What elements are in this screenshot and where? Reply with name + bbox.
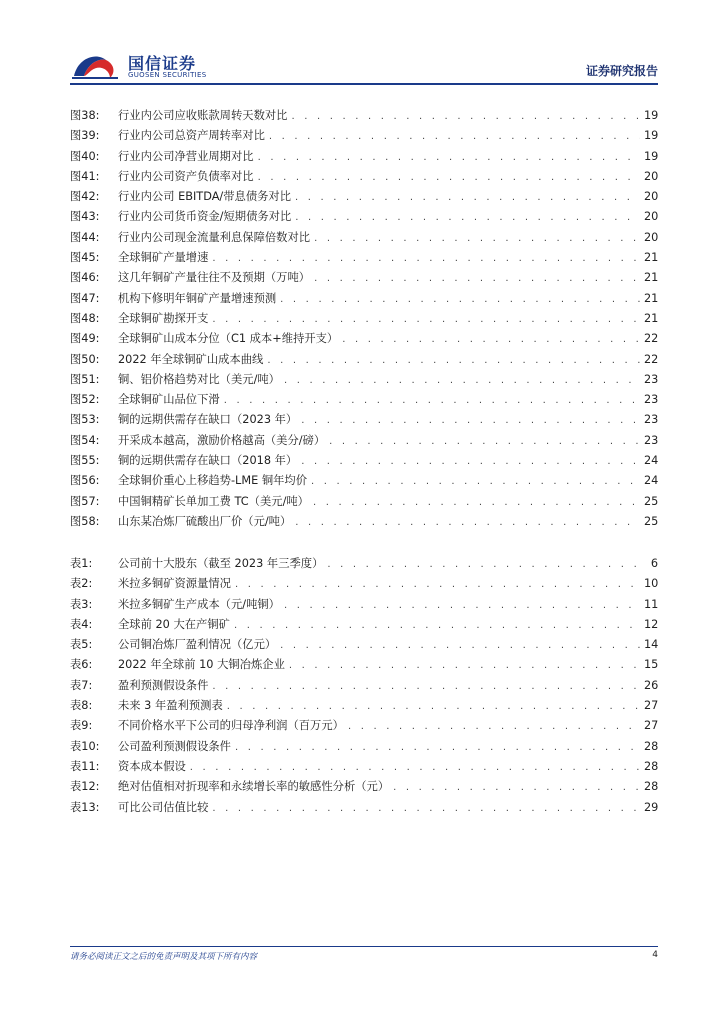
entry-label: 表1:	[70, 557, 93, 570]
dot-leader	[258, 148, 640, 168]
dot-leader	[295, 513, 640, 533]
entry-title: 可比公司估值比较	[118, 800, 209, 814]
entry-label: 表13:	[70, 800, 100, 814]
entry-title: 公司盈利预测假设条件	[118, 739, 231, 753]
entry-label: 图41:	[70, 169, 100, 183]
footer-divider	[70, 946, 658, 947]
figure-toc-entry[interactable]	[70, 350, 658, 370]
dot-leader	[284, 596, 640, 616]
figure-toc-entry[interactable]	[70, 289, 658, 309]
entry-title: 资本成本假设	[118, 759, 186, 773]
dot-leader	[258, 168, 640, 188]
figure-toc-entry[interactable]	[70, 410, 658, 430]
entry-label: 表10:	[70, 739, 100, 753]
table-list	[70, 554, 658, 818]
entry-title: 行业内公司货币资金/短期债务对比	[118, 210, 292, 224]
entry-page-number: 22	[644, 352, 659, 366]
entry-label: 图54:	[70, 433, 100, 447]
entry-page-number: 22	[644, 332, 659, 346]
dot-leader	[280, 290, 640, 310]
figure-toc-entry[interactable]	[70, 268, 658, 288]
entry-title: 行业内公司总资产周转率对比	[118, 129, 265, 143]
entry-title: 全球铜矿山成本分位（C1 成本+维持开支）	[118, 332, 339, 346]
dot-leader	[280, 636, 640, 656]
dot-leader	[313, 493, 640, 513]
table-toc-entry[interactable]	[70, 737, 658, 757]
entry-label: 图46:	[70, 271, 100, 285]
entry-page-number: 23	[644, 393, 659, 407]
dot-leader	[212, 677, 640, 697]
table-toc-entry[interactable]	[70, 798, 658, 818]
entry-page-number: 12	[644, 617, 659, 631]
entry-label: 表5:	[70, 638, 93, 652]
figure-toc-entry[interactable]	[70, 370, 658, 390]
dot-leader	[311, 472, 640, 492]
entry-label: 图52:	[70, 393, 100, 407]
entry-title: 中国铜精矿长单加工费 TC（美元/吨）	[118, 494, 309, 508]
figure-toc-entry[interactable]	[70, 126, 658, 146]
figure-toc-entry[interactable]	[70, 106, 658, 126]
entry-page-number: 27	[644, 719, 659, 733]
figure-list	[70, 106, 658, 532]
entry-page-number: 29	[644, 800, 659, 814]
entry-title: 全球铜矿勘探开支	[118, 311, 209, 325]
figure-toc-entry[interactable]	[70, 187, 658, 207]
entry-page-number: 23	[644, 433, 659, 447]
table-toc-entry[interactable]	[70, 655, 658, 675]
entry-label: 图49:	[70, 332, 100, 346]
entry-title: 盈利预测假设条件	[118, 678, 209, 692]
entry-page-number: 25	[644, 514, 659, 528]
entry-title: 公司铜冶炼厂盈利情况（亿元）	[118, 638, 277, 652]
dot-leader	[224, 391, 640, 411]
entry-page-number: 28	[644, 780, 659, 794]
entry-label: 表9:	[70, 719, 93, 733]
entry-title: 未来 3 年盈利预测表	[118, 699, 223, 713]
entry-page-number: 21	[644, 271, 659, 285]
figure-toc-entry[interactable]	[70, 390, 658, 410]
entry-page-number: 19	[644, 149, 659, 163]
dot-leader	[314, 229, 640, 249]
entry-title: 铜的远期供需存在缺口（2023 年）	[118, 413, 298, 427]
entry-title: 山东某冶炼厂硫酸出厂价（元/吨）	[118, 514, 292, 528]
table-toc-entry[interactable]	[70, 716, 658, 736]
dot-leader	[227, 697, 640, 717]
header-divider	[70, 83, 658, 85]
dot-leader	[393, 778, 640, 798]
entry-label: 表3:	[70, 597, 93, 611]
dot-leader	[284, 371, 640, 391]
page-header	[70, 48, 658, 84]
figure-toc-entry[interactable]	[70, 167, 658, 187]
entry-page-number: 21	[644, 291, 659, 305]
entry-label: 图51:	[70, 372, 100, 386]
table-toc-entry[interactable]	[70, 595, 658, 615]
entry-label: 图42:	[70, 190, 100, 204]
dot-leader	[327, 555, 640, 575]
entry-page-number: 23	[644, 372, 659, 386]
entry-label: 表7:	[70, 678, 93, 692]
entry-page-number: 28	[644, 759, 659, 773]
entry-label: 表8:	[70, 699, 93, 713]
dot-leader	[348, 717, 640, 737]
dot-leader	[269, 127, 640, 147]
entry-label: 图56:	[70, 474, 100, 488]
logo-english-name: GUOSEN SECURITIES	[128, 71, 207, 79]
entry-label: 图57:	[70, 494, 100, 508]
table-toc-entry[interactable]	[70, 574, 658, 594]
entry-title: 这几年铜矿产量往往不及预期（万吨）	[118, 271, 311, 285]
dot-leader	[235, 738, 640, 758]
entry-page-number: 25	[644, 494, 659, 508]
entry-label: 图43:	[70, 210, 100, 224]
figure-toc-entry[interactable]	[70, 309, 658, 329]
entry-title: 全球铜矿产量增速	[118, 251, 209, 265]
entry-page-number: 27	[644, 699, 659, 713]
logo-chinese-name: 国信证券	[128, 54, 197, 73]
dot-leader	[190, 758, 640, 778]
table-toc-entry[interactable]	[70, 696, 658, 716]
entry-title: 机构下修明年铜矿产量增速预测	[118, 291, 277, 305]
dot-leader	[342, 330, 640, 350]
dot-leader	[314, 269, 640, 289]
dot-leader	[301, 452, 640, 472]
entry-title: 行业内公司 EBITDA/带息债务对比	[118, 190, 292, 204]
report-type-label: 证券研究报告	[585, 64, 658, 78]
entry-title: 行业内公司资产负债率对比	[118, 169, 254, 183]
entry-label: 图38:	[70, 109, 100, 122]
entry-page-number: 15	[644, 658, 659, 672]
dot-leader	[295, 208, 640, 228]
entry-label: 图50:	[70, 352, 100, 366]
entry-label: 表11:	[70, 759, 100, 773]
entry-title: 铜的远期供需存在缺口（2018 年）	[118, 454, 298, 468]
entry-page-number: 23	[644, 413, 659, 427]
company-logo	[70, 48, 270, 84]
entry-page-number: 21	[644, 251, 659, 265]
entry-title: 2022 年全球铜矿山成本曲线	[118, 352, 264, 366]
footer-disclaimer: 请务必阅读正文之后的免责声明及其项下所有内容	[70, 952, 258, 962]
entry-title: 公司前十大股东（截至 2023 年三季度）	[118, 557, 324, 570]
dot-leader	[329, 432, 640, 452]
entry-page-number: 26	[644, 678, 659, 692]
entry-page-number: 28	[644, 739, 659, 753]
entry-label: 图47:	[70, 291, 100, 305]
entry-title: 开采成本越高，激励价格越高（美分/磅）	[118, 433, 326, 447]
entry-page-number: 20	[644, 169, 659, 183]
entry-page-number: 14	[644, 638, 659, 652]
dot-leader	[289, 656, 640, 676]
dot-leader	[212, 249, 640, 269]
entry-page-number: 6	[650, 557, 658, 570]
entry-title: 全球前 20 大在产铜矿	[118, 617, 230, 631]
entry-label: 图58:	[70, 514, 100, 528]
entry-title: 行业内公司净营业周期对比	[118, 149, 254, 163]
entry-label: 图53:	[70, 413, 100, 427]
entry-label: 图39:	[70, 129, 100, 143]
entry-title: 米拉多铜矿生产成本（元/吨铜）	[118, 597, 280, 611]
table-toc-entry[interactable]	[70, 757, 658, 777]
entry-title: 全球铜矿山品位下滑	[118, 393, 220, 407]
figure-toc-entry[interactable]	[70, 471, 658, 491]
entry-page-number: 20	[644, 190, 659, 204]
entry-label: 图55:	[70, 454, 100, 468]
figure-toc-entry[interactable]	[70, 451, 658, 471]
entry-label: 图40:	[70, 149, 100, 163]
dot-leader	[212, 310, 640, 330]
dot-leader	[212, 799, 640, 819]
entry-title: 不同价格水平下公司的归母净利润（百万元）	[118, 719, 344, 733]
entry-title: 绝对估值相对折现率和永续增长率的敏感性分析（元）	[118, 780, 390, 794]
entry-label: 表2:	[70, 577, 93, 591]
entry-title: 行业内公司现金流量利息保障倍数对比	[118, 230, 311, 244]
page-number: 4	[652, 950, 658, 960]
dot-leader	[235, 575, 640, 595]
entry-title: 全球铜价重心上移趋势-LME 铜年均价	[118, 474, 308, 488]
entry-page-number: 10	[644, 577, 659, 591]
entry-page-number: 24	[644, 454, 659, 468]
figure-toc-entry[interactable]	[70, 248, 658, 268]
entry-page-number: 19	[644, 109, 659, 122]
entry-title: 行业内公司应收账款周转天数对比	[118, 109, 288, 122]
figure-toc-entry[interactable]	[70, 228, 658, 248]
table-toc-entry[interactable]	[70, 676, 658, 696]
table-toc-entry[interactable]	[70, 554, 658, 574]
entry-label: 表12:	[70, 780, 100, 794]
entry-label: 表6:	[70, 658, 93, 672]
figure-toc-entry[interactable]	[70, 492, 658, 512]
entry-page-number: 24	[644, 474, 659, 488]
dot-leader	[301, 411, 640, 431]
table-toc-entry[interactable]	[70, 635, 658, 655]
entry-page-number: 19	[644, 129, 659, 143]
dot-leader	[267, 351, 640, 371]
guosen-logo-icon	[70, 50, 122, 80]
entry-page-number: 21	[644, 311, 659, 325]
entry-title: 米拉多铜矿资源量情况	[118, 577, 231, 591]
entry-label: 图48:	[70, 311, 100, 325]
dot-leader	[291, 107, 640, 127]
figure-toc-entry[interactable]	[70, 147, 658, 167]
entry-page-number: 20	[644, 230, 659, 244]
entry-label: 图45:	[70, 251, 100, 265]
entry-label: 表4:	[70, 617, 93, 631]
dot-leader	[234, 616, 640, 636]
entry-label: 图44:	[70, 230, 100, 244]
entry-title: 2022 年全球前 10 大铜冶炼企业	[118, 658, 285, 672]
dot-leader	[295, 188, 640, 208]
entry-title: 铜、铝价格趋势对比（美元/吨）	[118, 372, 280, 386]
table-toc-entry[interactable]	[70, 615, 658, 635]
figure-toc-entry[interactable]	[70, 431, 658, 451]
figure-toc-entry[interactable]	[70, 207, 658, 227]
table-toc-entry[interactable]	[70, 777, 658, 797]
entry-page-number: 11	[644, 597, 659, 611]
figure-toc-entry[interactable]	[70, 512, 658, 532]
figure-toc-entry[interactable]	[70, 329, 658, 349]
entry-page-number: 20	[644, 210, 659, 224]
